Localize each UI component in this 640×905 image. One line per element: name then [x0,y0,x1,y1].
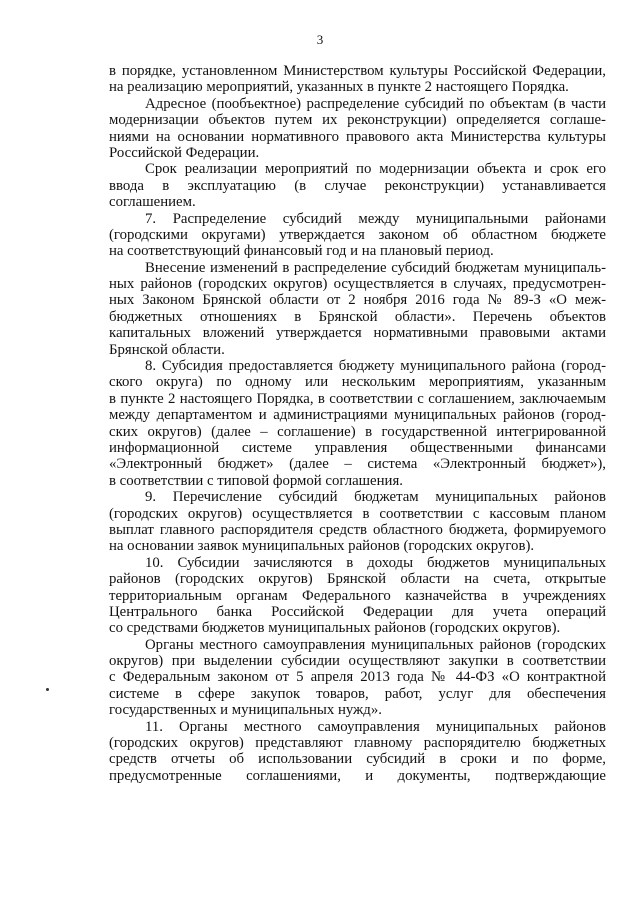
text-line: капитальных вложений утверждается нормативными правовыми актами [109,325,606,342]
text-line: ных Законом Брянской области от 2 ноября 2016 года № 89-З «О меж- [109,292,606,309]
text-line: 7. Распределение субсидий между муниципальными районами [145,210,606,227]
text-line: 8. Субсидия предоставляется бюджету муниципального района (город- [145,358,606,375]
text-line: в пункте 2 настоящего Порядка, в соответствии с соглашением, заключаемым [109,390,606,407]
text-line: в порядке, установленном Министерством культуры Российской Федерации, [109,63,606,79]
text-line: Брянской области. [109,341,225,358]
text-line: средств отчеты об использовании субсидий в сроки и по форме, [109,751,606,768]
text-line: (городских округов) представляют главному распорядителю бюджетных [109,735,606,752]
text-line: информационной системе управления общественными финансами [109,439,606,456]
text-line: районов (городских округов) Брянской области на счета, открытые [109,571,606,588]
text-line: государственных и муниципальных нужд». [109,702,382,719]
text-line: (городских округов) осуществляется в соответствии с кассовым планом [109,505,606,522]
text-line: выплат главного распорядителя средств областного бюджета, формируемого [109,521,606,538]
text-line: (городскими округами) утверждается законом об областном бюджете [109,226,606,243]
text-line: системе в сфере закупок товаров, работ, услуг для обеспечения [109,685,606,702]
text-line: «Электронный бюджет» (далее – система «Электронный бюджет»), [109,456,606,473]
text-line: территориальным органам Федерального казначейства в учреждениях [109,587,606,604]
text-line: ввода в эксплуатацию (в случае реконструкции) устанавливается [109,177,606,194]
text-line: со средствами бюджетов муниципальных районов (городских округов). [109,620,561,637]
text-line: Российской Федерации. [109,144,260,161]
text-line: Срок реализации мероприятий по модернизации объекта и срок его [145,161,606,178]
text-line: бюджетных отношениях в Брянской области». Перечень объектов [109,308,606,325]
text-line: модернизации объектов путем их реконструкции) определяется соглаше- [109,112,606,129]
text-line: соглашением. [109,194,196,211]
text-line: Внесение изменений в распределение субсидий бюджетам муниципаль- [145,259,606,276]
text-line: на реализацию мероприятий, указанных в пункте 2 настоящего Порядка. [109,79,569,96]
text-line: ных районов (городских округов) осуществляется в случаях, предусмотрен- [109,276,606,293]
text-line: округов) при выделении субсидии осуществляют закупки в соответствии [109,653,606,670]
text-line: Адресное (пообъектное) распределение субсидий по объектам (в части [145,95,606,112]
text-line: на основании заявок муниципальных районов (городских округов). [109,538,535,555]
text-line: с Федеральным законом от 5 апреля 2013 года № 44-ФЗ «О контрактной [109,669,606,686]
text-line: между департаментом и администрациями муниципальных районов (город- [109,407,606,424]
text-line: Центрального банка Российской Федерации для учета операций [109,603,606,620]
text-line: ниями на основании нормативного правового акта Министерства культуры [109,128,606,145]
text-line: предусмотренные соглашениями, и документы, подтверждающие [109,767,606,784]
page-number: 3 [316,32,324,47]
text-line: на соответствующий финансовый год и на плановый период. [109,243,494,260]
text-line: Органы местного самоуправления муниципальных районов (городских [145,636,606,653]
text-line: 9. Перечисление субсидий бюджетам муниципальных районов [145,489,606,506]
document-body [109,63,606,784]
text-line: ского округа) по одному или нескольким мероприятиям, указанным [109,374,606,391]
text-line: 11. Органы местного самоуправления муниципальных районов [145,718,606,735]
text-line: ских округов) (далее – соглашение) в государственной интегрированной [109,423,606,440]
scan-speck [46,688,49,691]
text-line: 10. Субсидии зачисляются в доходы бюджетов муниципальных [145,554,606,571]
text-line: в соответствии с типовой формой соглашения. [109,472,403,489]
